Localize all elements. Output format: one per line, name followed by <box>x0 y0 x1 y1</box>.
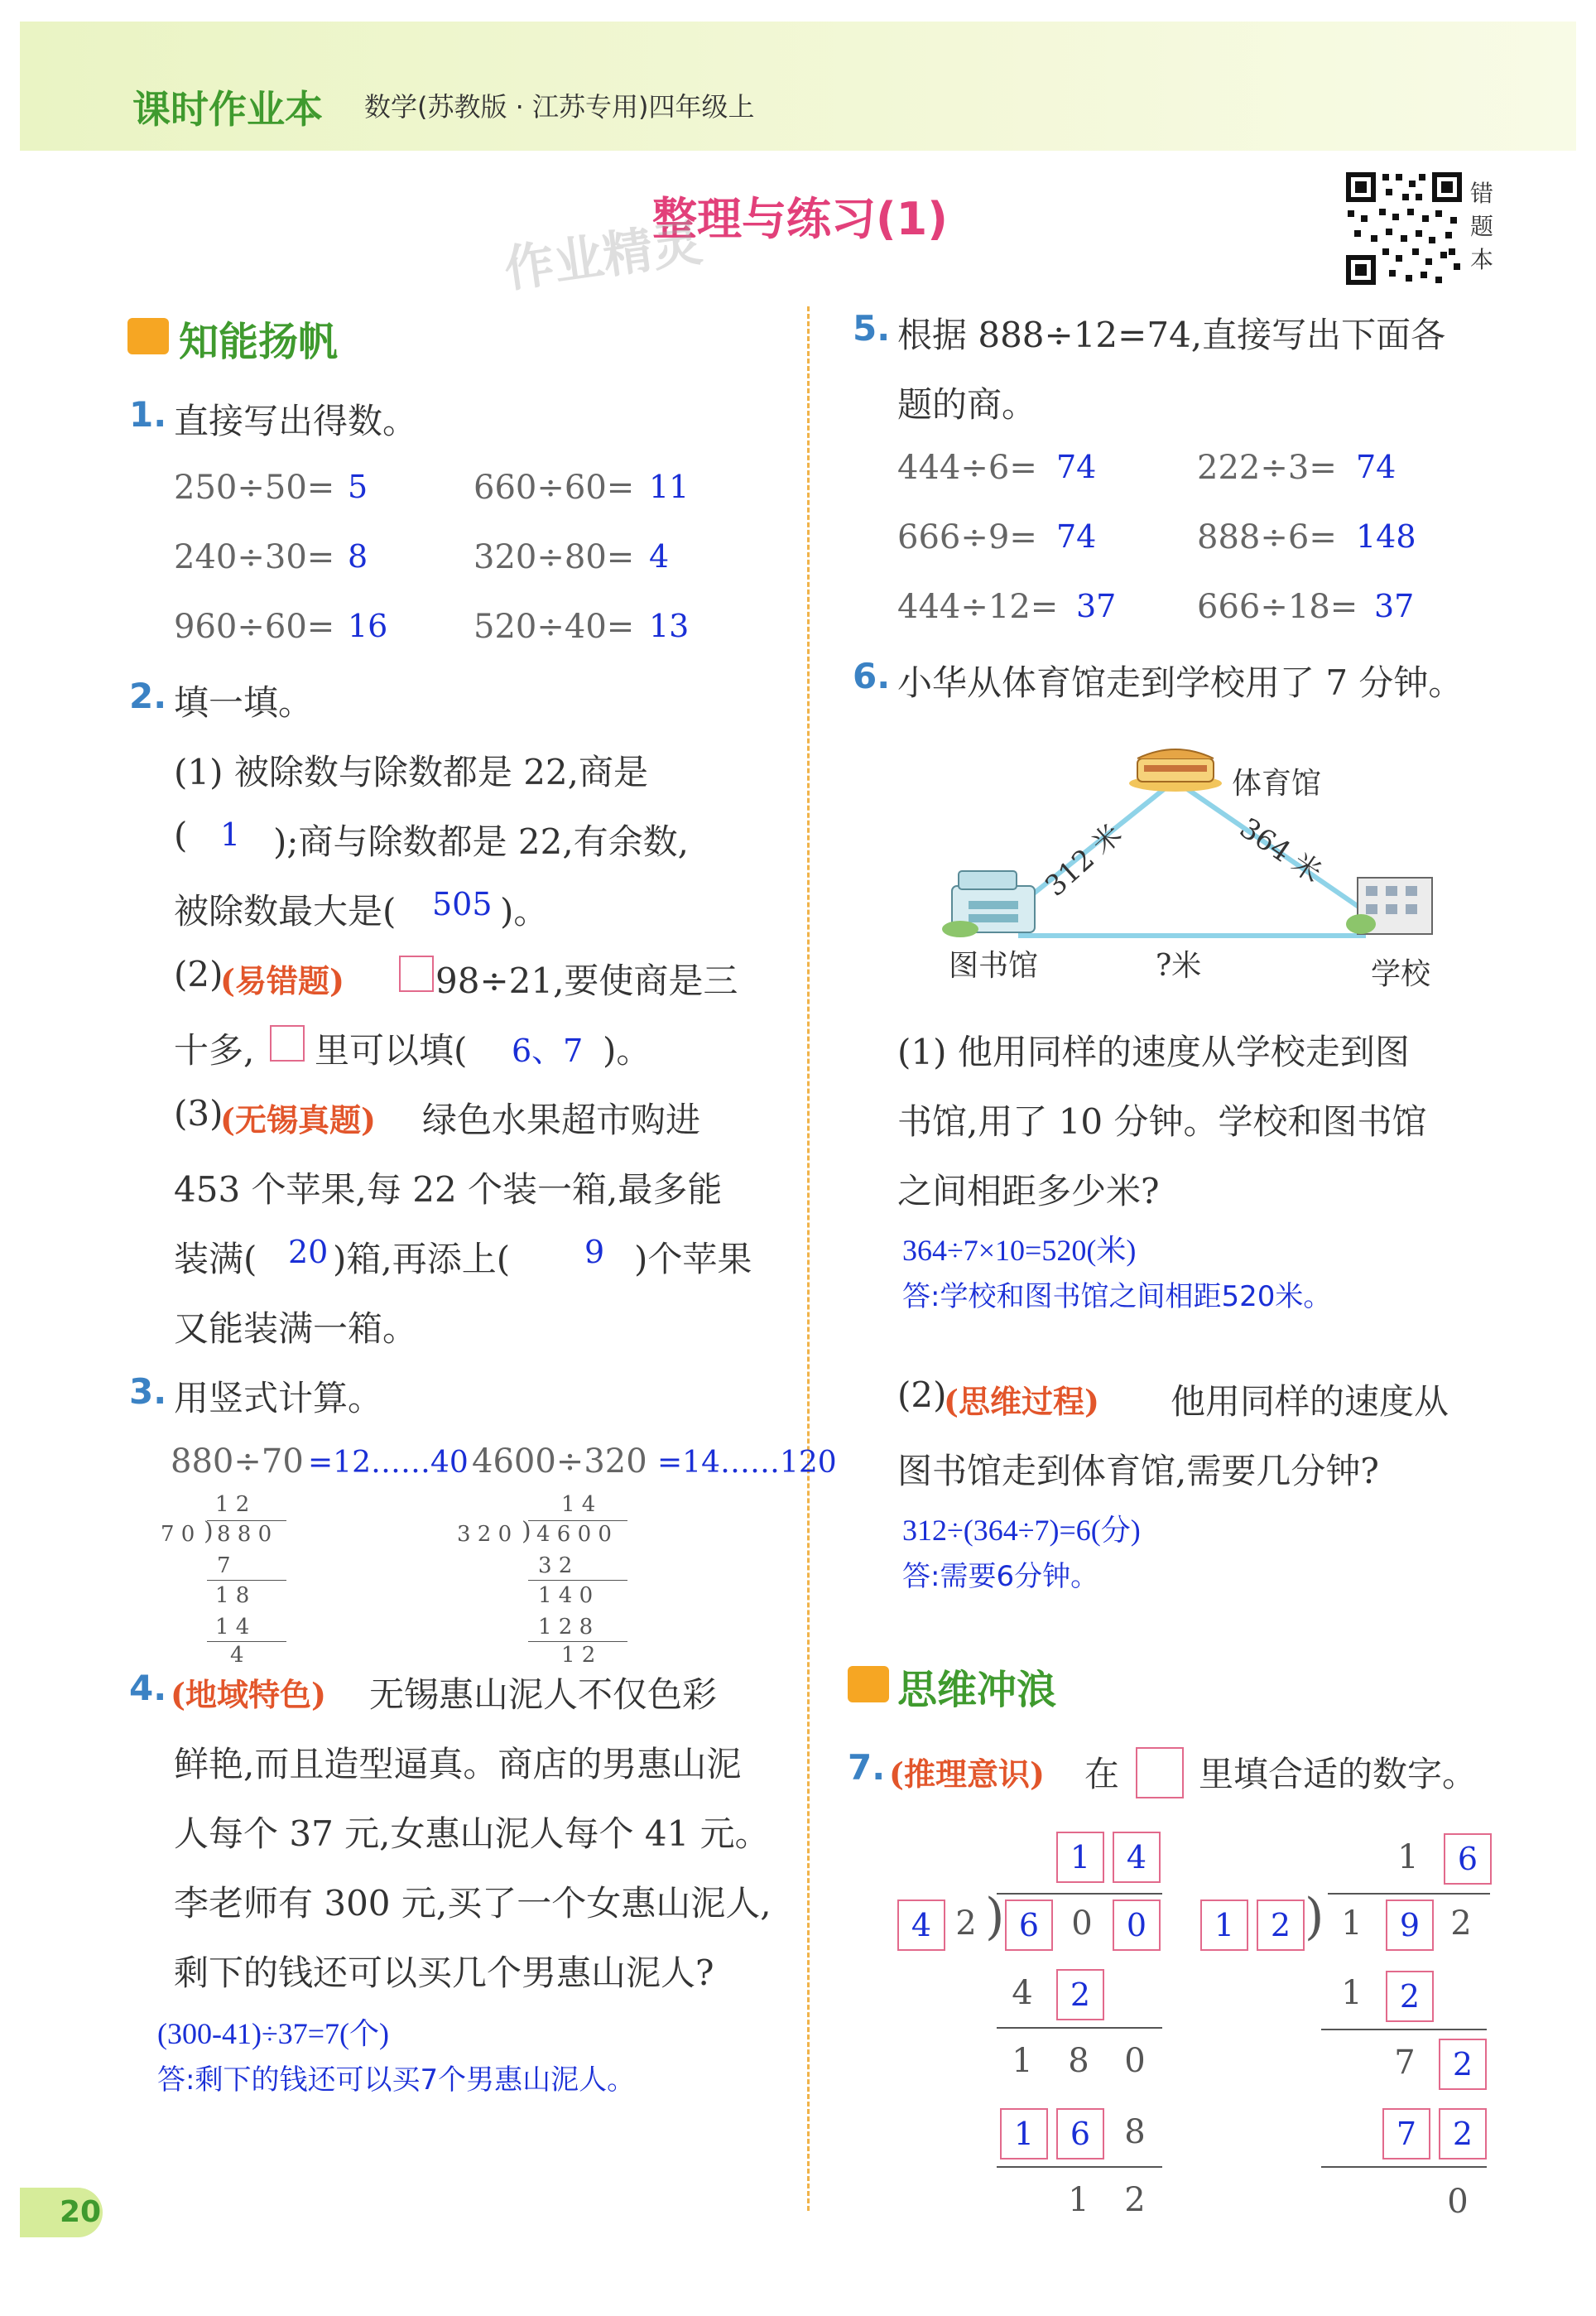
qr-code[interactable] <box>1343 169 1465 288</box>
page-number: 20 <box>20 2188 103 2237</box>
q1-expr: 320÷80= <box>474 538 635 576</box>
gym-building-icon <box>1129 749 1222 792</box>
q6-p2-tag: (思维过程) <box>944 1383 1099 1420</box>
q7-left-divisor-digit: 2 <box>955 1904 977 1943</box>
q7-text-b: 里填合适的数字。 <box>1199 1754 1478 1794</box>
q2-p3-line3a: 装满( <box>174 1239 257 1279</box>
q4-line3: 人每个 37 元,女惠山泥人每个 41 元。 <box>174 1813 770 1854</box>
q2-p2-close: )。 <box>603 1030 651 1071</box>
q2-p1-close: )。 <box>500 891 549 932</box>
q3-answer1: =12……40 <box>308 1446 469 1480</box>
q6-p1-line1: (1) 他用同样的速度从学校走到图 <box>897 1032 1410 1072</box>
q5-expr: 888÷6= <box>1197 518 1337 556</box>
map-distance-364: 364 米 <box>1233 811 1328 890</box>
q2-p1-paren-open: ( <box>174 815 188 855</box>
map-label-gym: 体育馆 <box>1232 767 1322 801</box>
q7-right-quotient-box[interactable]: 6 <box>1444 1833 1492 1885</box>
q1-expr: 250÷50= <box>174 469 335 507</box>
q2-p1-line3: 被除数最大是( <box>174 891 397 932</box>
working-row: 3 2 <box>538 1553 573 1578</box>
q2-p2-blank-box <box>399 956 434 992</box>
working-row: 1 8 <box>215 1583 250 1608</box>
working-quotient: 1 2 <box>215 1492 250 1517</box>
q7-right-quotient-digit: 1 <box>1397 1838 1419 1876</box>
q7-left-divisor-box[interactable]: 4 <box>897 1900 945 1951</box>
map-label-school: 学校 <box>1371 957 1431 991</box>
q7-right-row3-box[interactable]: 7 <box>1382 2108 1430 2160</box>
q7-right-divisor-box[interactable]: 1 <box>1200 1900 1248 1951</box>
q2-p1-line1: (1) 被除数与除数都是 22,商是 <box>174 752 648 792</box>
q7-text-a: 在 <box>1084 1754 1120 1794</box>
q5-expr: 666÷9= <box>897 518 1037 556</box>
q2-p2-line1: 98÷21,要使商是三 <box>435 961 738 1001</box>
qr-label-char: 错 <box>1470 180 1494 207</box>
watermark: 作业精灵 <box>500 214 706 300</box>
q6-p1-line2: 书馆,用了 10 分钟。学校和图书馆 <box>897 1101 1427 1142</box>
q1-expr: 240÷30= <box>174 538 335 576</box>
q5-expr: 444÷6= <box>897 449 1037 487</box>
q1-answer: 8 <box>348 538 368 575</box>
library-building-icon <box>942 871 1035 937</box>
q2-p3-line3c: )个苹果 <box>634 1239 752 1279</box>
q7-left-row2-digit: 1 <box>1012 2042 1033 2080</box>
q6-p2-number: (2) <box>897 1375 947 1415</box>
q1-answer: 11 <box>649 469 690 505</box>
q2-p3-line4: 又能装满一箱。 <box>174 1308 418 1349</box>
q6-p2-line1: 他用同样的速度从 <box>1171 1381 1449 1422</box>
q1-answer: 5 <box>348 469 368 505</box>
q3-text: 用竖式计算。 <box>174 1378 383 1418</box>
q2-p2-line2b: 里可以填( <box>315 1030 468 1071</box>
q2-p3-tag: (无锡真题) <box>220 1101 376 1139</box>
q7-tag: (推理意识) <box>889 1755 1045 1793</box>
q7-left-row3-box[interactable]: 1 <box>1000 2108 1048 2160</box>
q7-left-dividend-box[interactable]: 0 <box>1113 1900 1161 1951</box>
q5-number: 5. <box>853 308 891 349</box>
q5-line1: 根据 888÷12=74,直接写出下面各 <box>897 315 1446 355</box>
q3-working1 <box>156 1492 288 1666</box>
q7-left-row2-digit: 8 <box>1068 2042 1089 2080</box>
q7-left-row4-digit: 1 <box>1068 2181 1089 2219</box>
q2-number: 2. <box>129 676 167 716</box>
q6-text: 小华从体育馆走到学校用了 7 分钟。 <box>897 662 1464 703</box>
q5-expr: 666÷18= <box>1197 588 1358 626</box>
q2-p2-line2a: 十多, <box>174 1030 255 1071</box>
q7-left-row4-digit: 2 <box>1124 2181 1146 2219</box>
q2-p3-answer2: 9 <box>584 1234 605 1270</box>
q2-p3-number: (3) <box>174 1093 224 1134</box>
q4-handwritten-answer: 答:剩下的钱还可以买7个男惠山泥人。 <box>157 2063 636 2097</box>
q4-line5: 剩下的钱还可以买几个男惠山泥人? <box>174 1952 714 1993</box>
q5-answer: 37 <box>1374 588 1415 624</box>
q7-right-row1-digit: 1 <box>1341 1974 1363 2012</box>
section-title-1: 知能扬帆 <box>179 319 339 365</box>
brand-title: 课时作业本 <box>132 87 323 132</box>
q5-answer: 74 <box>1056 518 1097 555</box>
working-row: 1 4 <box>215 1615 250 1639</box>
q1-answer: 13 <box>649 608 690 644</box>
q7-right-row2-box[interactable]: 2 <box>1439 2039 1487 2090</box>
q6-p1-handwritten-calc: 364÷7×10=520(米) <box>902 1234 1137 1267</box>
q7-left-row3-digit: 8 <box>1124 2113 1146 2151</box>
q6-number: 6. <box>853 656 891 696</box>
q4-tag: (地域特色) <box>171 1676 326 1713</box>
q7-left-bracket: ) <box>985 1888 1005 1946</box>
q7-left-row1-box[interactable]: 2 <box>1056 1969 1104 2020</box>
working-bracket: ) <box>522 1517 531 1546</box>
working-row: 1 2 8 <box>538 1615 594 1639</box>
q5-line2: 题的商。 <box>897 384 1037 425</box>
q2-p1-answer1: 1 <box>220 816 241 853</box>
working-bracket: ) <box>204 1517 214 1546</box>
q1-answer: 16 <box>348 608 388 644</box>
q6-p2-handwritten-calc: 312÷(364÷7)=6(分) <box>902 1514 1141 1547</box>
section-icon-wave <box>848 1666 889 1702</box>
q4-line4: 李老师有 300 元,买了一个女惠山泥人, <box>174 1883 772 1924</box>
qr-label-char: 题 <box>1470 213 1494 240</box>
q7-right-divisor-box[interactable]: 2 <box>1257 1900 1305 1951</box>
q7-left-dividend-box[interactable]: 6 <box>1005 1900 1053 1951</box>
q6-p2-line2: 图书馆走到体育馆,需要几分钟? <box>897 1451 1379 1491</box>
q7-left-row3-box[interactable]: 6 <box>1056 2108 1104 2160</box>
q4-number: 4. <box>129 1668 167 1708</box>
working-row: 4 <box>230 1643 244 1668</box>
q7-right-dividend-digit: 1 <box>1341 1904 1363 1943</box>
qr-label-char: 本 <box>1470 246 1494 273</box>
q7-right-dividend-digit: 2 <box>1450 1904 1472 1943</box>
working-quotient: 1 4 <box>561 1492 596 1517</box>
section-title-2: 思维冲浪 <box>897 1667 1057 1713</box>
q7-right-row1-box[interactable]: 2 <box>1386 1971 1434 2022</box>
q6-p1-line3: 之间相距多少米? <box>897 1171 1160 1211</box>
book-subject: 数学(苏教版 · 江苏专用)四年级上 <box>364 91 755 123</box>
q6-p1-handwritten-answer: 答:学校和图书馆之间相距520米。 <box>902 1280 1332 1313</box>
q7-example-box <box>1136 1747 1184 1798</box>
page-title: 整理与练习(1) <box>652 193 948 245</box>
q4-line1: 无锡惠山泥人不仅色彩 <box>369 1674 718 1715</box>
q2-p3-line3b: )箱,再添上( <box>333 1239 511 1279</box>
q7-left-quotient-box[interactable]: 4 <box>1113 1832 1161 1883</box>
q7-right-row2-digit: 7 <box>1394 2044 1416 2082</box>
q4-handwritten-calc: (300-41)÷37=7(个) <box>157 2017 390 2050</box>
q2-p1-line2: );商与除数都是 22,有余数, <box>273 821 690 862</box>
q1-expr: 960÷60= <box>174 608 335 646</box>
q4-line2: 鲜艳,而且造型逼真。商店的男惠山泥 <box>174 1744 742 1784</box>
working-dividend: 8 8 0 <box>217 1522 272 1547</box>
q5-answer: 148 <box>1356 518 1416 555</box>
q3-expr2: 4600÷320 <box>472 1442 647 1481</box>
q7-number: 7. <box>848 1747 886 1788</box>
qr-side-label <box>1470 177 1498 277</box>
q5-expr: 444÷12= <box>897 588 1059 626</box>
q3-answer2: =14……120 <box>657 1446 837 1480</box>
working-divisor: 3 2 0 <box>457 1522 512 1547</box>
q2-text: 填一填。 <box>174 682 314 723</box>
column-divider <box>807 306 810 2211</box>
q7-right-dividend-box[interactable]: 9 <box>1386 1900 1434 1951</box>
q1-answer: 4 <box>649 538 670 575</box>
q5-answer: 37 <box>1076 588 1117 624</box>
q1-expr: 660÷60= <box>474 469 635 507</box>
map-distance-312: 312 米 <box>1039 817 1129 903</box>
q7-left-quotient-box[interactable]: 1 <box>1056 1832 1104 1883</box>
q3-expr1: 880÷70 <box>171 1442 304 1481</box>
q2-p2-blank-box <box>270 1025 305 1062</box>
working-divisor: 7 0 <box>161 1522 195 1547</box>
q7-left-dividend-digit: 0 <box>1071 1904 1093 1943</box>
q2-p2-number: (2) <box>174 954 224 994</box>
q5-answer: 74 <box>1056 449 1097 485</box>
working-row: 7 <box>217 1553 231 1578</box>
q2-p2-answer: 6、7 <box>512 1033 584 1069</box>
q1-text: 直接写出得数。 <box>174 401 418 441</box>
working-row: 1 4 0 <box>538 1583 594 1608</box>
working-row: 1 2 <box>561 1643 596 1668</box>
q2-p3-line2: 453 个苹果,每 22 个装一箱,最多能 <box>174 1169 723 1210</box>
q6-p2-handwritten-answer: 答:需要6分钟。 <box>902 1560 1099 1593</box>
section-icon-sail <box>127 318 169 354</box>
q7-left-row1-digit: 4 <box>1012 1974 1033 2012</box>
map-label-library: 图书馆 <box>949 949 1039 983</box>
q3-number: 3. <box>129 1371 167 1412</box>
q5-answer: 74 <box>1356 449 1396 485</box>
q7-left-row2-digit: 0 <box>1124 2042 1146 2080</box>
q1-number: 1. <box>129 394 167 435</box>
q2-p2-tag: (易错题) <box>220 962 344 999</box>
q2-p3-line1: 绿色水果超市购进 <box>422 1100 701 1140</box>
q2-p3-answer1: 20 <box>288 1234 329 1270</box>
q5-expr: 222÷3= <box>1197 449 1337 487</box>
q2-p1-answer2: 505 <box>432 886 493 922</box>
school-building-icon <box>1346 878 1432 934</box>
working-dividend: 4 6 0 0 <box>536 1522 612 1547</box>
q3-working2 <box>455 1492 637 1666</box>
q1-expr: 520÷40= <box>474 608 635 646</box>
q7-right-row3-box[interactable]: 2 <box>1439 2108 1487 2160</box>
map-distance-unknown: ?米 <box>1156 949 1202 983</box>
q7-right-row4-digit: 0 <box>1447 2183 1469 2221</box>
q7-right-bracket: ) <box>1305 1888 1324 1946</box>
